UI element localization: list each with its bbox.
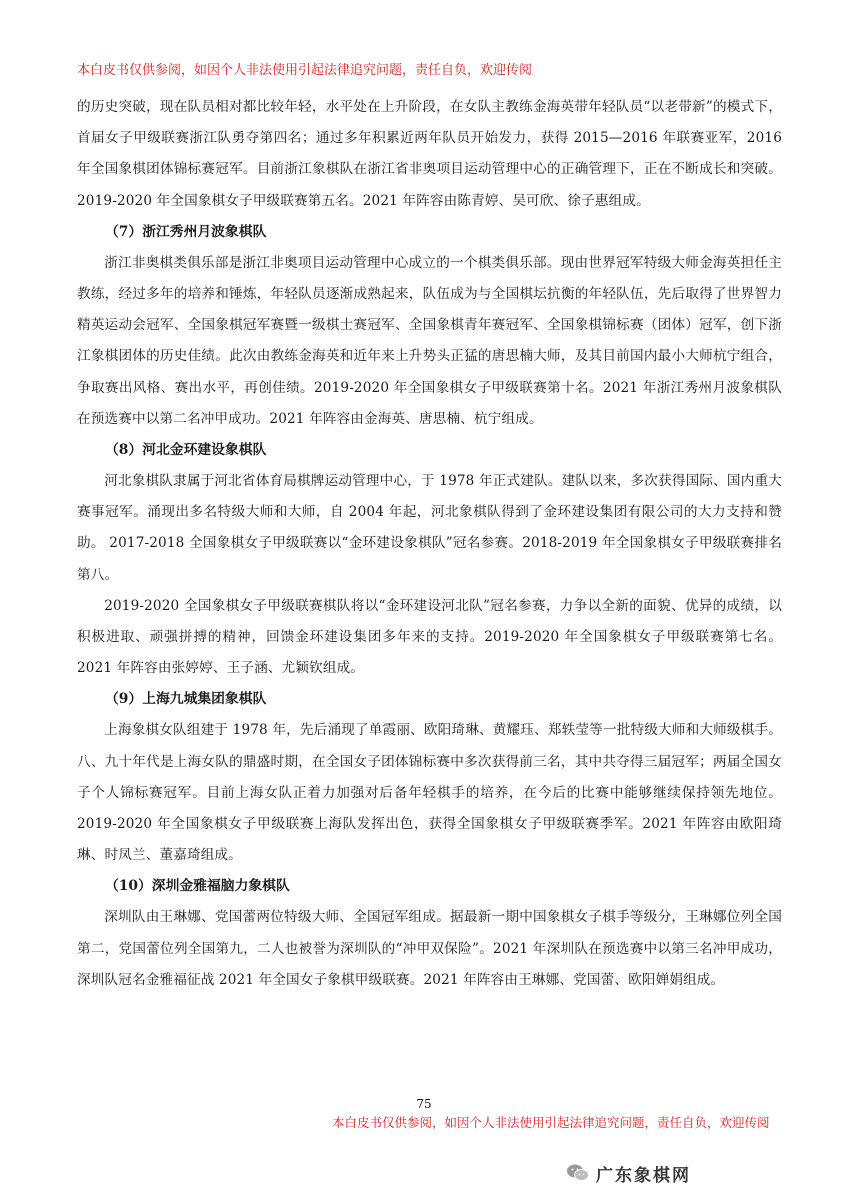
section-heading-7: （7）浙江秀州月波象棋队 — [105, 223, 267, 240]
paragraph-8b: 2019-2020 全国象棋女子甲级联赛棋队将以“金环建设河北队”冠名参赛，力争以全新的面貌、优异的成绩，以积极进取、顽强拼搏的精神，回馈金环建设集团多年来的支持。2019-2020 年全国象棋女子甲级联赛第七名。2021 年阵容由张婷婷、王子涵、尤颖钦组成。 — [77, 597, 782, 677]
watermark — [566, 1158, 691, 1188]
paragraph-10: 深圳队由王琳娜、党国蕾两位特级大师、全国冠军组成。据最新一期中国象棋女子棋手等级分，王琳娜位列全国第二，党国蕾位列全国第九，二人也被誉为深圳队的“冲甲双保险”。2021 年深圳队在预选赛中以第三名冲甲成功，深圳队冠名金雅福征战 2021 年全国女子象棋甲级联赛。2021 年阵容由王琳娜、党国蕾、欧阳婵娟组成。 — [77, 909, 782, 988]
body-text — [77, 92, 782, 996]
watermark-text: 广东象棋网 — [596, 1165, 691, 1186]
paragraph-7: 浙江非奥棋类俱乐部是浙江非奥项目运动管理中心成立的一个棋类俱乐部。现由世界冠军特级大师金海英担任主教练，经过多年的培养和锤炼，年轻队员逐渐成熟起来，队伍成为与全国棋坛抗衡的年轻队伍，先后取得了世界智力精英运动会冠军、全国象棋冠军赛暨一级棋士赛冠军、全国象棋青年赛冠军、全国象棋锦标赛（团体）冠军，创下浙江象棋团体的历史佳绩。此次由教练金海英和近年来上升势头正猛的唐思楠大师，及其目前国内最小大师杭宁组合，争取赛出风格、赛出水平，再创佳绩。2019-2020 年全国象棋女子甲级联赛第十名。2021 年浙江秀州月波象棋队在预选赛中以第二名冲甲成功。2021 年阵容由金海英、唐思楠、杭宁组成。 — [77, 254, 782, 427]
disclaimer-top: 本白皮书仅供参阅，如因个人非法使用引起法律追究问题，责任自负，欢迎传阅 — [77, 63, 533, 78]
disclaimer-bottom: 本白皮书仅供参阅，如因个人非法使用引起法律追究问题，责任自负，欢迎传阅 — [332, 1115, 770, 1130]
paragraph-8a: 河北象棋队隶属于河北省体育局棋牌运动管理中心，于 1978 年正式建队。建队以来，多次获得国际、国内重大赛事冠军。涌现出多名特级大师和大师，自 2004 年起，河北象棋队得到了金环建设集团有限公司的大力支持和赞助。 2017-2018 全国象棋女子甲级联赛以“金环建设象棋队”冠名参赛。2018-2019 年全国象棋女子甲级联赛排名第八。 — [77, 473, 782, 583]
page-number: 75 — [416, 1097, 432, 1111]
section-heading-9: （9）上海九城集团象棋队 — [105, 691, 267, 708]
section-heading-10: （10）深圳金雅福脑力象棋队 — [105, 878, 290, 895]
section-heading-8: （8）河北金环建设象棋队 — [105, 442, 267, 459]
wechat-icon — [566, 1162, 590, 1184]
paragraph-intro: 的历史突破，现在队员相对都比较年轻，水平处在上升阶段，在女队主教练金海英带年轻队员“以老带新”的模式下，首届女子甲级联赛浙江队勇夺第四名；通过多年积累近两年队员开始发力，获得 2015—2016 年联赛亚军，2016 年全国象棋团体锦标赛冠军。目前浙江象棋队在浙江省非奥项目运动管理中心的正确管理下，正在不断成长和突破。2019-2020 年全国象棋女子甲级联赛第五名。2021 年阵容由陈青婷、吴可欣、徐子惠组成。 — [77, 99, 782, 209]
paragraph-9: 上海象棋女队组建于 1978 年，先后涌现了单霞丽、欧阳琦琳、黄耀珏、郑轶莹等一批特级大师和大师级棋手。八、九十年代是上海女队的鼎盛时期，在全国女子团体锦标赛中多次获得前三名，其中共夺得三届冠军；两届全国女子个人锦标赛冠军。目前上海女队正着力加强对后备年轻棋手的培养，在今后的比赛中能够继续保持领先地位。2019-2020 年全国象棋女子甲级联赛上海队发挥出色，获得全国象棋女子甲级联赛季军。2021 年阵容由欧阳琦琳、时凤兰、董嘉琦组成。 — [77, 722, 782, 864]
